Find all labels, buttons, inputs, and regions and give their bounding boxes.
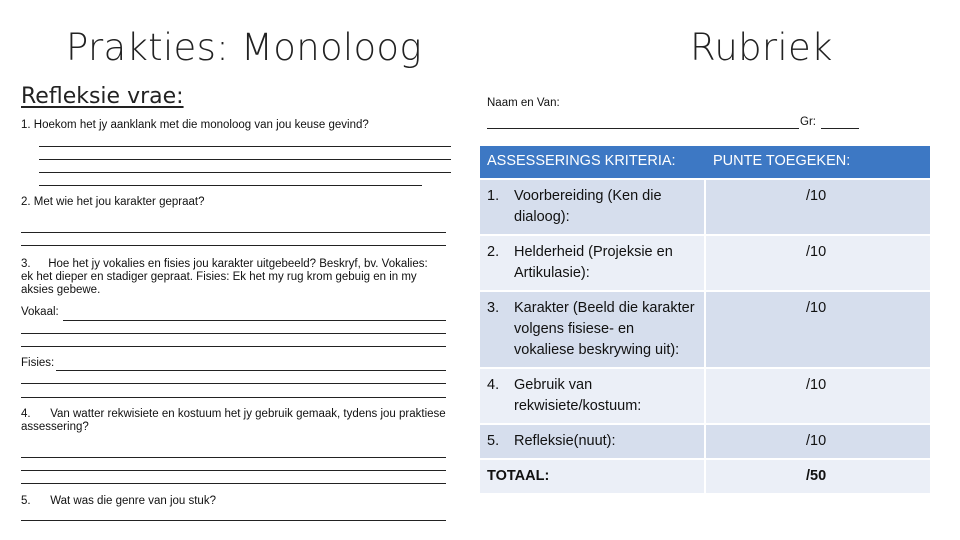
rubric-total-row (480, 459, 930, 494)
criterion-text: Helderheid (Projeksie en Artikulasie): (514, 244, 673, 281)
answer-line[interactable] (63, 320, 446, 321)
answer-line[interactable] (21, 333, 446, 334)
question-2 (21, 196, 204, 209)
answer-line[interactable] (21, 245, 446, 246)
question-text: Met wie het jou karakter gepraat? (33, 196, 205, 208)
criterion-number: 2. (487, 244, 500, 260)
question-text: Hoekom het jy aanklank met die monoloog van jou keuse gevind? (33, 119, 369, 131)
score-cell[interactable]: /10 (705, 368, 930, 424)
total-score[interactable]: /50 (705, 459, 930, 494)
answer-line[interactable] (21, 383, 446, 384)
rubric-row (480, 291, 930, 368)
answer-line[interactable] (56, 370, 446, 371)
fisies-label: Fisies: (21, 357, 55, 369)
question-text: Hoe het jy vokalies en fisies jou karakter uitgebeeld? Beskryf, bv. Vokalies: ek het dieper en stadiger gepraat. Fisies: Ek het my rug krom gebuig en in my aksies gebewe. (21, 258, 428, 296)
answer-line[interactable] (21, 397, 446, 398)
criterion-text: Gebruik van rekwisiete/kostuum: (514, 377, 642, 414)
criterion-cell (480, 235, 705, 291)
score-header: PUNTE TOEGEKEN: (705, 146, 930, 179)
question-number: 4. (21, 408, 31, 420)
question-4 (21, 408, 446, 434)
rubric-header-row (480, 146, 930, 179)
question-number: 1. (21, 119, 31, 131)
criterion-number: 5. (487, 433, 500, 449)
rubric-row (480, 235, 930, 291)
right-page-title: Rubriek (690, 26, 833, 69)
criterion-cell (480, 179, 705, 235)
reflection-questions-heading: Refleksie vrae: (21, 84, 184, 109)
answer-line[interactable] (21, 520, 446, 521)
name-field-line[interactable] (487, 128, 799, 129)
answer-line[interactable] (21, 470, 446, 471)
answer-line[interactable] (39, 172, 451, 173)
answer-line[interactable] (39, 146, 451, 147)
question-number: 3. (21, 258, 31, 270)
grade-field-line[interactable] (821, 128, 859, 129)
answer-line[interactable] (39, 185, 422, 186)
criterion-number: 4. (487, 377, 500, 393)
rubric-row (480, 368, 930, 424)
question-3 (21, 258, 436, 297)
criterion-cell (480, 424, 705, 459)
score-cell[interactable]: /10 (705, 424, 930, 459)
total-label: TOTAAL: (480, 459, 705, 494)
left-page-title: Prakties: Monoloog (66, 26, 422, 69)
rubric-row (480, 179, 930, 235)
grade-label: Gr: (800, 116, 816, 128)
rubric-row (480, 424, 930, 459)
answer-line[interactable] (21, 346, 446, 347)
question-text: Wat was die genre van jou stuk? (50, 495, 216, 507)
score-cell[interactable]: /10 (705, 291, 930, 368)
score-cell[interactable]: /10 (705, 179, 930, 235)
answer-line[interactable] (21, 457, 446, 458)
score-cell[interactable]: /10 (705, 235, 930, 291)
criterion-cell (480, 291, 705, 368)
question-number: 2. (21, 196, 31, 208)
criterion-number: 1. (487, 188, 500, 204)
criterion-text: Voorbereiding (Ken die dialoog): (514, 188, 662, 225)
question-5 (21, 495, 216, 508)
answer-line[interactable] (21, 483, 446, 484)
criterion-number: 3. (487, 300, 500, 316)
criterion-text: Refleksie(nuut): (514, 433, 616, 449)
question-1 (21, 119, 369, 132)
question-number: 5. (21, 495, 31, 507)
name-label: Naam en Van: (487, 97, 560, 109)
rubric-table (480, 146, 930, 495)
criterion-text: Karakter (Beeld die karakter volgens fisiese- en vokaliese beskrywing uit): (514, 300, 695, 358)
criteria-header: ASSESSERINGS KRITERIA: (480, 146, 705, 179)
answer-line[interactable] (21, 232, 446, 233)
answer-line[interactable] (39, 159, 451, 160)
question-text: Van watter rekwisiete en kostuum het jy gebruik gemaak, tydens jou praktiese assessering? (21, 408, 446, 433)
criterion-cell (480, 368, 705, 424)
vokaal-label: Vokaal: (21, 306, 59, 318)
